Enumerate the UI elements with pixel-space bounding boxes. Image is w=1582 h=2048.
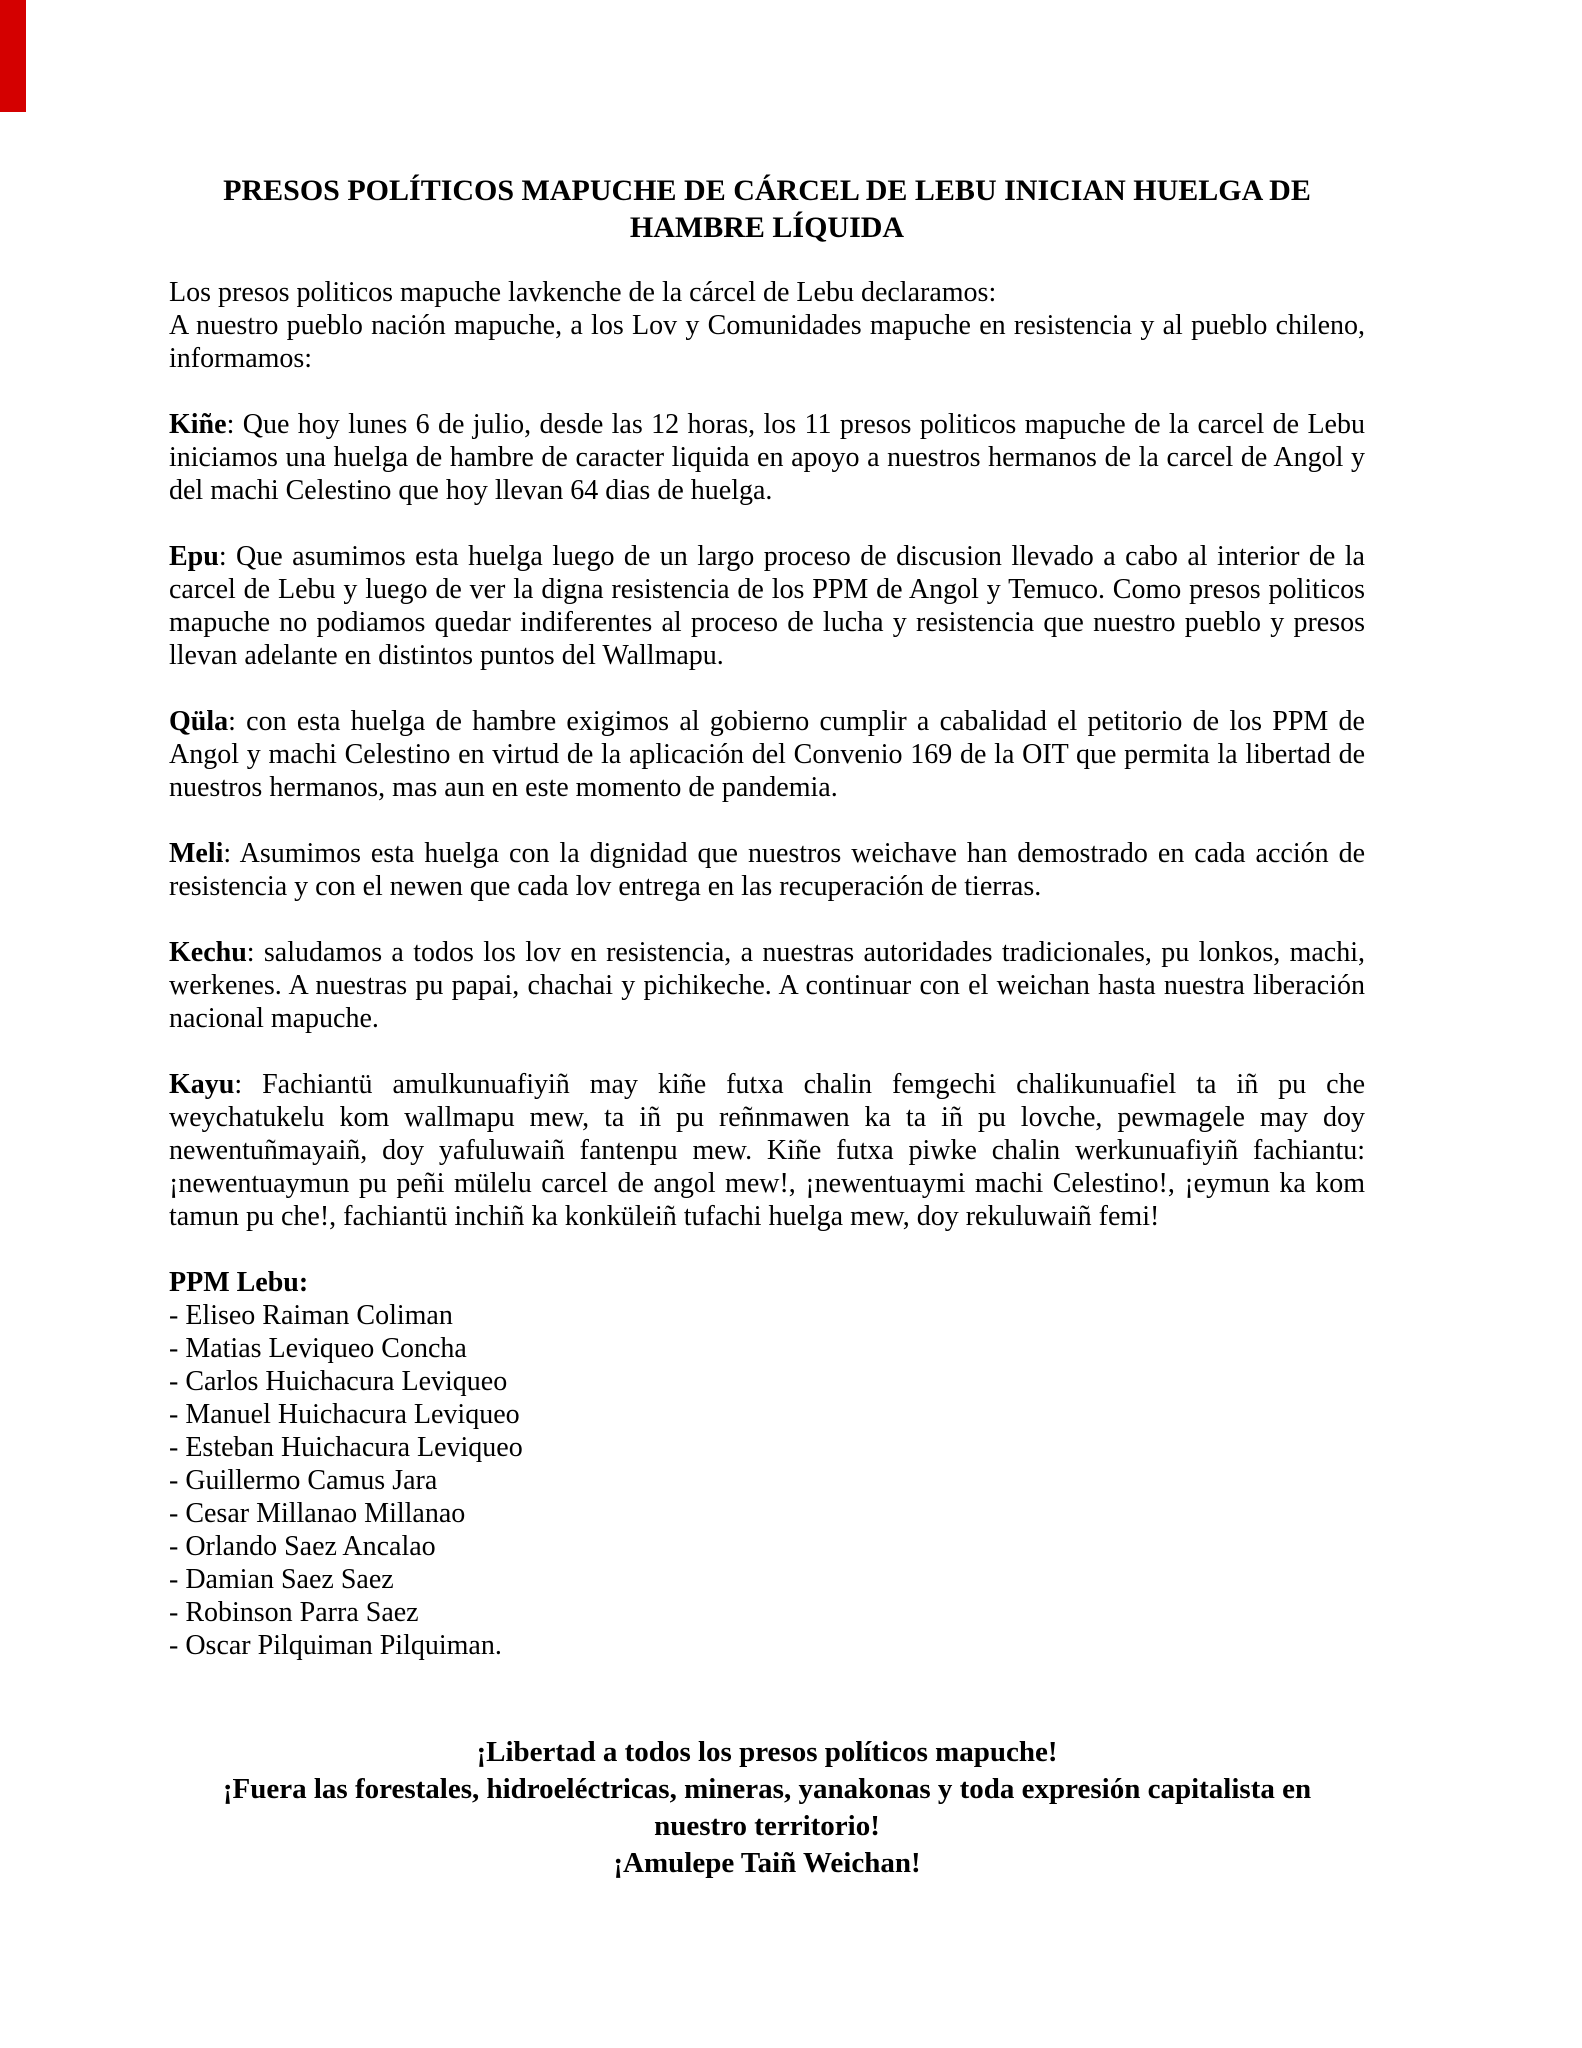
section-paragraph bbox=[169, 837, 1365, 903]
slogan-line: nuestro territorio! bbox=[654, 1810, 880, 1842]
document-title-line1: PRESOS POLÍTICOS MAPUCHE DE CÁRCEL DE LEBU INICIAN HUELGA DE bbox=[223, 174, 1311, 207]
document-body bbox=[169, 172, 1365, 1882]
intro-paragraph bbox=[169, 276, 1365, 375]
ppm-name-item: - Orlando Saez Ancalao bbox=[169, 1531, 436, 1562]
slogan-line: ¡Fuera las forestales, hidroeléctricas, mineras, yanakonas y toda expresión capitalista en bbox=[222, 1773, 1312, 1805]
section-paragraph bbox=[169, 540, 1365, 672]
intro-declaration-line: Los presos politicos mapuche lavkenche de la cárcel de Lebu declaramos: bbox=[169, 277, 997, 308]
section-lead-word: Meli bbox=[169, 838, 224, 869]
section-paragraph bbox=[169, 936, 1365, 1035]
ppm-names bbox=[169, 1299, 1365, 1662]
section-lead-word: Qüla bbox=[169, 706, 229, 737]
document-title bbox=[169, 172, 1365, 246]
ppm-name-item: - Cesar Millanao Millanao bbox=[169, 1498, 466, 1529]
ppm-list-heading: PPM Lebu: bbox=[169, 1267, 309, 1298]
section-paragraph bbox=[169, 1068, 1365, 1233]
section-text: : Que hoy lunes 6 de julio, desde las 12 horas, los 11 presos politicos mapuche de la carcel de Lebu iniciamos una huelga de hambre de caracter liquida en apoyo a nuestros hermanos de la carcel de Angol y del machi Celestino que hoy llevan 64 dias de huelga. bbox=[169, 409, 1365, 506]
slogan-line: ¡Amulepe Taiñ Weichan! bbox=[613, 1847, 921, 1879]
section-text: : Asumimos esta huelga con la dignidad que nuestros weichave han demostrado en cada acción de resistencia y con el newen que cada lov entrega en las recuperación de tierras. bbox=[169, 838, 1365, 902]
numbered-sections bbox=[169, 408, 1365, 1233]
section-text: : saludamos a todos los lov en resistencia, a nuestras autoridades tradicionales, pu lonkos, machi, werkenes. A nuestras pu papai, chachai y pichikeche. A continuar con el weichan hasta nuestra liberación nacional mapuche. bbox=[169, 937, 1365, 1034]
ppm-name-item: - Esteban Huichacura Leviqueo bbox=[169, 1432, 523, 1463]
closing-slogans bbox=[169, 1734, 1365, 1882]
section-lead-word: Kechu bbox=[169, 937, 247, 968]
ppm-name-item: - Oscar Pilquiman Pilquiman. bbox=[169, 1630, 502, 1661]
document-title-line2: HAMBRE LÍQUIDA bbox=[629, 211, 905, 244]
ppm-name-item: - Robinson Parra Saez bbox=[169, 1597, 419, 1628]
section-lead-word: Epu bbox=[169, 541, 219, 572]
section-lead-word: Kayu bbox=[169, 1069, 235, 1100]
ppm-name-item: - Matias Leviqueo Concha bbox=[169, 1333, 467, 1364]
section-text: : con esta huelga de hambre exigimos al gobierno cumplir a cabalidad el petitorio de los PPM de Angol y machi Celestino en virtud de la aplicación del Convenio 169 de la OIT que permita la libertad de nuestros hermanos, mas aun en este momento de pandemia. bbox=[169, 706, 1365, 803]
section-lead-word: Kiñe bbox=[169, 409, 227, 440]
ppm-name-item: - Carlos Huichacura Leviqueo bbox=[169, 1366, 508, 1397]
slogan-line: ¡Libertad a todos los presos políticos mapuche! bbox=[476, 1736, 1058, 1768]
intro-address-line: A nuestro pueblo nación mapuche, a los Lov y Comunidades mapuche en resistencia y al pueblo chileno, informamos: bbox=[169, 310, 1365, 374]
ppm-name-item: - Eliseo Raiman Coliman bbox=[169, 1300, 453, 1331]
section-paragraph bbox=[169, 705, 1365, 804]
ppm-name-item: - Manuel Huichacura Leviqueo bbox=[169, 1399, 520, 1430]
red-corner-mark bbox=[0, 0, 26, 112]
ppm-name-item: - Damian Saez Saez bbox=[169, 1564, 394, 1595]
section-text: : Fachiantü amulkunuafiyiñ may kiñe futxa chalin femgechi chalikunuafiel ta iñ pu che weychatukelu kom wallmapu mew, ta iñ pu reñnmawen ka ta iñ pu lovche, pewmagele may doy newentuñmayaiñ, doy yafuluwaiñ fantenpu mew. Kiñe futxa piwke chalin werkunuafiyiñ fachiantu: ¡newentuaymun pu peñi mülelu carcel de angol mew!, ¡newentuaymi machi Celestino!, ¡eymun ka kom tamun pu che!, fachiantü inchiñ ka konküleiñ tufachi huelga mew, doy rekuluwaiñ femi! bbox=[169, 1069, 1365, 1232]
ppm-name-item: - Guillermo Camus Jara bbox=[169, 1465, 438, 1496]
section-paragraph bbox=[169, 408, 1365, 507]
section-text: : Que asumimos esta huelga luego de un largo proceso de discusion llevado a cabo al interior de la carcel de Lebu y luego de ver la digna resistencia de los PPM de Angol y Temuco. Como presos politicos mapuche no podiamos quedar indiferentes al proceso de lucha y resistencia que nuestro pueblo y presos llevan adelante en distintos puntos del Wallmapu. bbox=[169, 541, 1365, 671]
ppm-list bbox=[169, 1266, 1365, 1662]
